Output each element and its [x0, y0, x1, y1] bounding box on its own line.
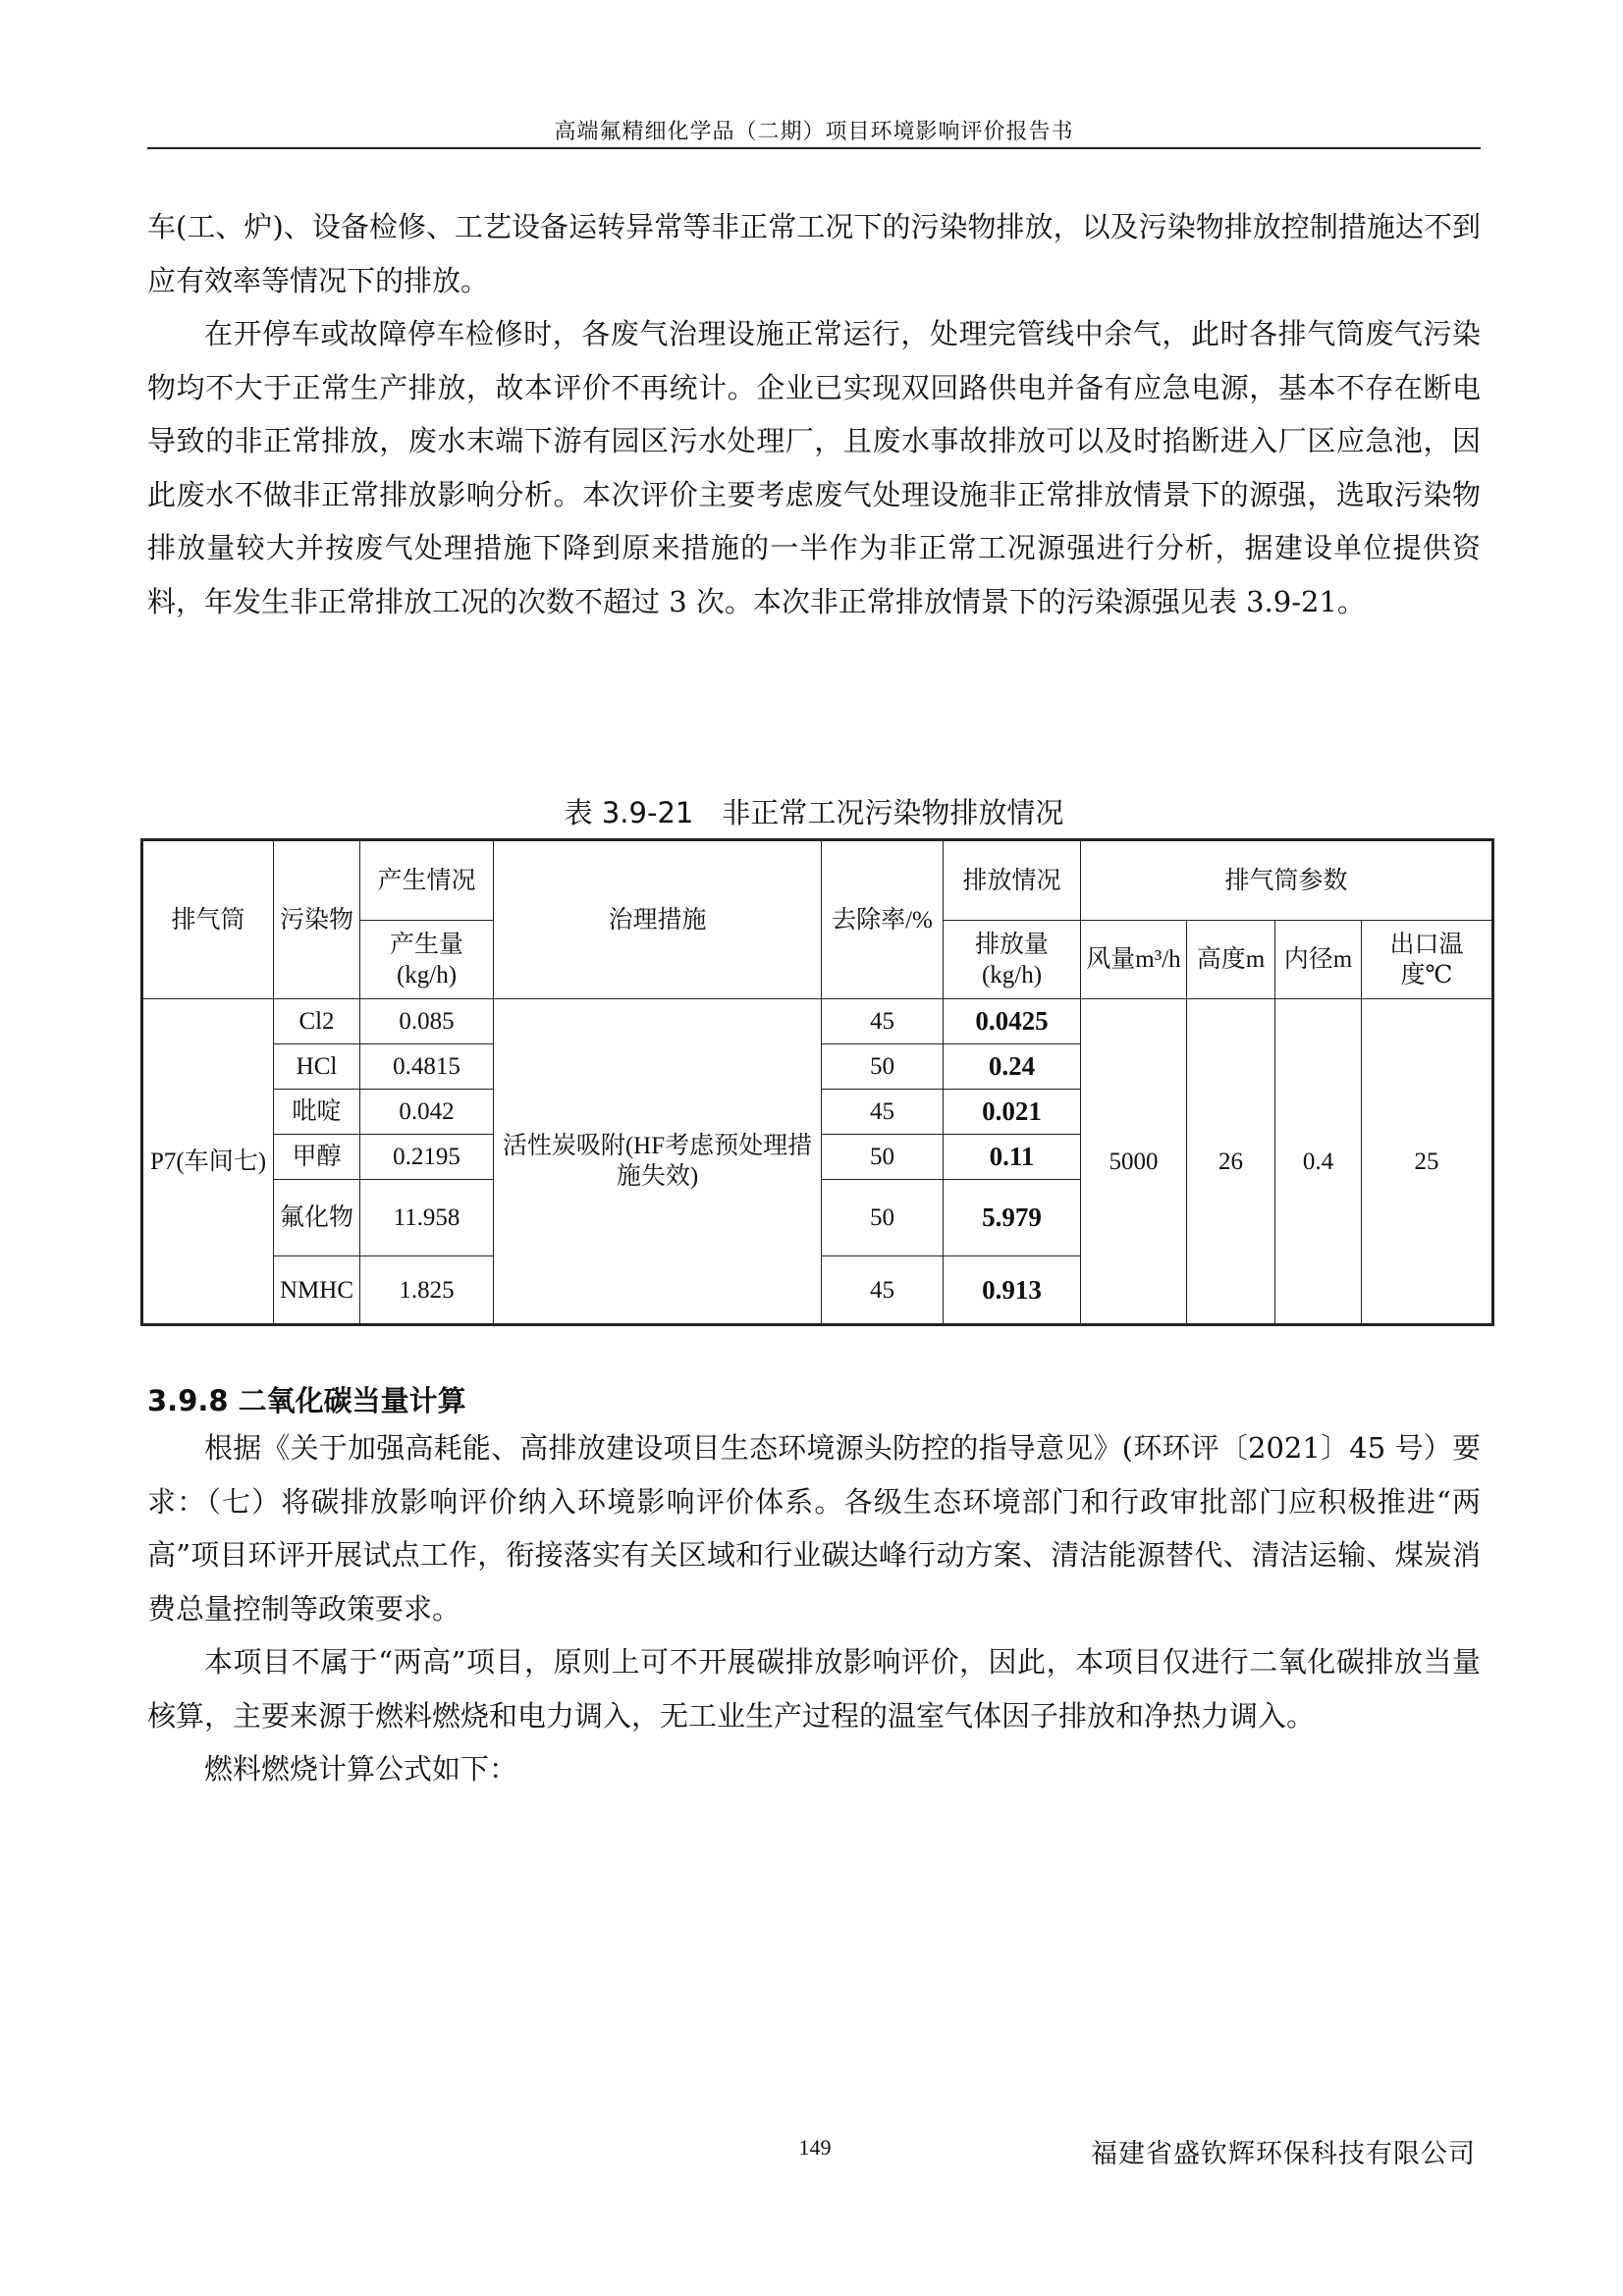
cell-emission: 0.24 — [944, 1044, 1081, 1090]
paragraph-continuation: 车(工、炉)、设备检修、工艺设备运转异常等非正常工况下的污染物排放，以及污染物排放控制措施达不到应有效率等情况下的排放。 — [147, 210, 1481, 297]
cell-diameter: 0.4 — [1275, 999, 1362, 1325]
cell-removal: 45 — [822, 1256, 944, 1325]
header-stack-params: 排气筒参数 — [1081, 840, 1493, 921]
header-removal: 去除率/% — [822, 840, 944, 999]
cell-emission: 0.11 — [944, 1135, 1081, 1180]
header-treatment: 治理措施 — [494, 840, 822, 999]
cell-emission: 5.979 — [944, 1180, 1081, 1256]
intro-text — [147, 200, 1481, 628]
cell-generation: 0.085 — [360, 999, 494, 1044]
header-generation-amount: 产生量(kg/h) — [360, 921, 494, 999]
header-stack: 排气筒 — [142, 840, 274, 999]
paragraph-formula-intro: 燃料燃烧计算公式如下： — [204, 1752, 518, 1786]
cell-pollutant: 氟化物 — [274, 1180, 360, 1256]
cell-height: 26 — [1187, 999, 1275, 1325]
cell-pollutant: 吡啶 — [274, 1090, 360, 1135]
cell-generation: 0.042 — [360, 1090, 494, 1135]
cell-generation: 11.958 — [360, 1180, 494, 1256]
paragraph-abnormal-emission: 在开停车或故障停车检修时，各废气治理设施正常运行，处理完管线中余气，此时各排气筒废气污染物均不大于正常生产排放，故本评价不再统计。企业已实现双回路供电并备有应急电源，基本不存在断电导致的非正常排放，废水末端下游有园区污水处理厂，且废水事故排放可以及时掐断进入厂区应急池，因此废水不做非正常排放影响分析。本次评价主要考虑废气处理设施非正常排放情景下的源强，选取污染物排放量较大并按废气处理措施下降到原来措施的一半作为非正常工况源强进行分析，据建设单位提供资料，年发生非正常排放工况的次数不超过 3 次。本次非正常排放情景下的污染源强见表 3.9-21。 — [147, 317, 1481, 618]
header-generation: 产生情况 — [360, 840, 494, 921]
cell-removal: 50 — [822, 1135, 944, 1180]
abnormal-emission-table — [140, 838, 1494, 1326]
table-caption: 表 3.9-21 非正常工况污染物排放情况 — [564, 796, 1064, 829]
header-height: 高度m — [1187, 921, 1275, 999]
cell-outlet-temp: 25 — [1362, 999, 1493, 1325]
paragraph-project-scope: 本项目不属于“两高”项目，原则上可不开展碳排放影响评价，因此，本项目仅进行二氧化碳排放当量核算，主要来源于燃料燃烧和电力调入，无工业生产过程的温室气体因子排放和净热力调入。 — [147, 1645, 1481, 1733]
cell-pollutant: 甲醇 — [274, 1135, 360, 1180]
section-text — [147, 1421, 1481, 1796]
cell-pollutant: NMHC — [274, 1256, 360, 1325]
cell-removal: 50 — [822, 1044, 944, 1090]
header-divider — [147, 147, 1481, 149]
cell-pollutant: Cl2 — [274, 999, 360, 1044]
cell-removal: 45 — [822, 1090, 944, 1135]
cell-removal: 50 — [822, 1180, 944, 1256]
cell-stack-name: P7(车间七) — [142, 999, 274, 1325]
cell-removal: 45 — [822, 999, 944, 1044]
cell-generation: 0.2195 — [360, 1135, 494, 1180]
header-emission: 排放情况 — [944, 840, 1081, 921]
company-name: 福建省盛钦辉环保科技有限公司 — [1091, 2139, 1476, 2169]
header-outlet-temp: 出口温度℃ — [1362, 921, 1493, 999]
cell-emission: 0.913 — [944, 1256, 1081, 1325]
cell-pollutant: HCl — [274, 1044, 360, 1090]
cell-treatment: 活性炭吸附(HF考虑预处理措施失效) — [494, 999, 822, 1325]
cell-generation: 1.825 — [360, 1256, 494, 1325]
header-diameter: 内径m — [1275, 921, 1362, 999]
paragraph-policy: 根据《关于加强高耗能、高排放建设项目生态环境源头防控的指导意见》(环环评〔2021〕45 号）要求：（七）将碳排放影响评价纳入环境影响评价体系。各级生态环境部门和行政审批部门应积极推进“两高”项目环评开展试点工作，衔接落实有关区域和行业碳达峰行动方案、清洁能源替代、清洁运输、煤炭消费总量控制等政策要求。 — [147, 1431, 1481, 1626]
section-heading: 3.9.8 二氧化碳当量计算 — [147, 1384, 466, 1417]
header-pollutant: 污染物 — [274, 840, 360, 999]
cell-generation: 0.4815 — [360, 1044, 494, 1090]
header-emission-amount: 排放量(kg/h) — [944, 921, 1081, 999]
cell-flow: 5000 — [1081, 999, 1187, 1325]
header-flow: 风量m³/h — [1081, 921, 1187, 999]
page-number: 149 — [798, 2135, 832, 2160]
cell-emission: 0.0425 — [944, 999, 1081, 1044]
cell-emission: 0.021 — [944, 1090, 1081, 1135]
running-header: 高端氟精细化学品（二期）项目环境影响评价报告书 — [554, 120, 1074, 144]
